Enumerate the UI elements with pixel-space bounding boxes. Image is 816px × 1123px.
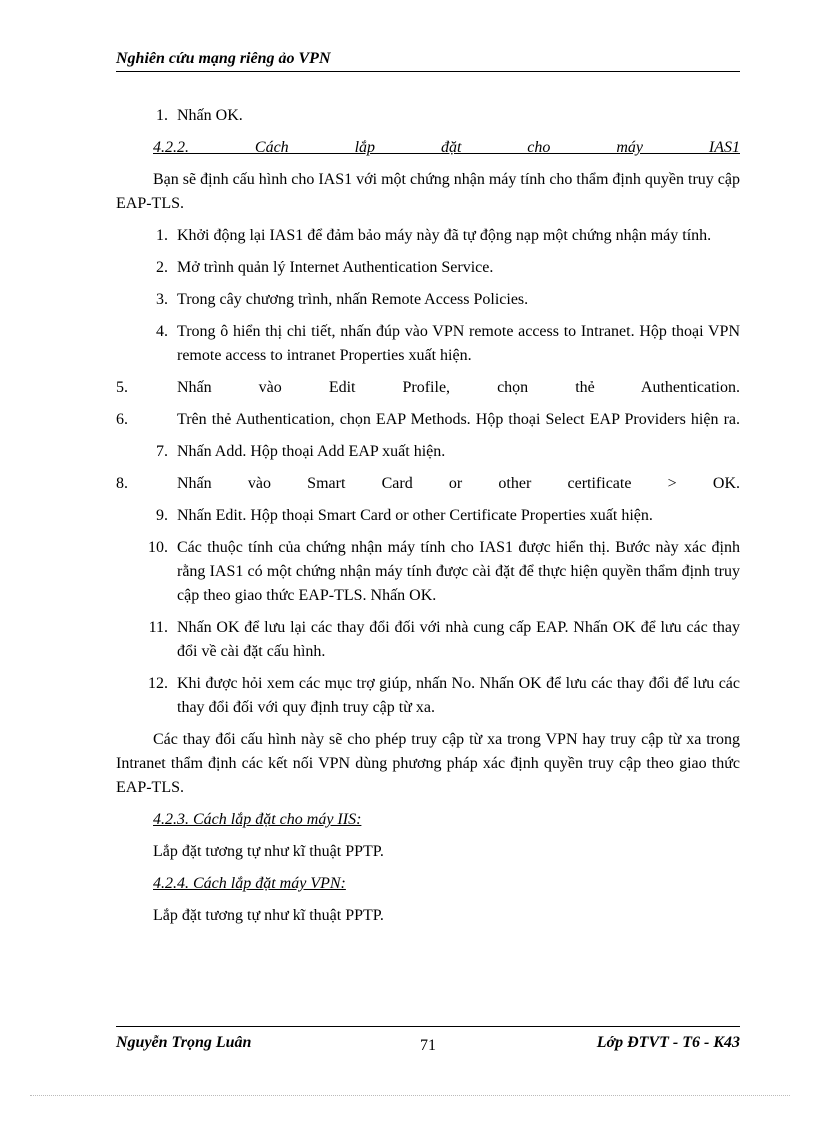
step-text: Nhấn OK. — [177, 107, 243, 124]
step-text: Nhấn vào Edit Profile, chọn thẻ Authentication. — [177, 379, 740, 396]
step-number: 5. — [116, 379, 128, 396]
section-heading-4-2-3: 4.2.3. Cách lắp đặt cho máy IIS: — [153, 811, 362, 828]
step-number: 10. — [148, 539, 168, 556]
configuration-steps — [116, 224, 740, 720]
list-item — [116, 504, 740, 528]
step-number: 1. — [156, 227, 168, 244]
list-item — [116, 224, 740, 248]
step-text: Nhấn Add. Hộp thoại Add EAP xuất hiện. — [177, 443, 446, 460]
intro-paragraph: Bạn sẽ định cấu hình cho IAS1 với một chứng nhận máy tính cho thẩm định quyền truy cập EAP-TLS. — [116, 171, 740, 212]
summary-paragraph: Các thay đổi cấu hình này sẽ cho phép truy cập từ xa trong VPN hay truy cập từ xa trong Intranet thẩm định các kết nối VPN dùng phương pháp xác định quyền truy cập theo giao thức EAP-TLS. — [116, 731, 740, 796]
footer-class: Lớp ĐTVT - T6 - K43 — [596, 1034, 740, 1051]
list-item — [116, 256, 740, 280]
header-rule — [116, 71, 740, 72]
step-number: 7. — [156, 443, 168, 460]
step-text: Khi được hỏi xem các mục trợ giúp, nhấn No. Nhấn OK để lưu các thay đổi để lưu các thay đổi đối với quy định truy cập từ xa. — [177, 675, 740, 716]
step-number: 11. — [148, 619, 168, 636]
step-text: Nhấn vào Smart Card or other certificate > OK. — [177, 475, 740, 492]
step-number: 6. — [116, 411, 128, 428]
list-item — [116, 616, 740, 664]
list-item — [116, 288, 740, 312]
step-text: Trên thẻ Authentication, chọn EAP Methods. Hộp thoại Select EAP Providers hiện ra. — [177, 411, 740, 428]
step-number: 2. — [156, 259, 168, 276]
step-text: Trong ô hiển thị chi tiết, nhấn đúp vào VPN remote access to Intranet. Hộp thoại VPN remote access to intranet Properties xuất hiện. — [177, 323, 740, 364]
step-number: 9. — [156, 507, 168, 524]
list-item — [116, 440, 740, 464]
step-text: Các thuộc tính của chứng nhận máy tính cho IAS1 được hiển thị. Bước này xác định rằng IAS1 có một chứng nhận máy tính được cài đặt để thực hiện quyền thẩm định truy cập theo giao thức EAP-TLS. Nhấn OK. — [177, 539, 740, 604]
page-edge-dots — [30, 1095, 790, 1096]
section-text-4-2-3: Lắp đặt tương tự như kĩ thuật PPTP. — [153, 843, 384, 860]
page-body — [116, 104, 740, 936]
step-text: Trong cây chương trình, nhấn Remote Access Policies. — [177, 291, 529, 308]
list-item — [116, 472, 740, 496]
section-text-4-2-4: Lắp đặt tương tự như kĩ thuật PPTP. — [153, 907, 384, 924]
list-item — [116, 408, 740, 432]
section-heading-4-2-2: 4.2.2. Cách lắp đặt cho máy IAS1 — [153, 139, 740, 156]
list-item — [116, 104, 740, 128]
footer-rule — [116, 1026, 740, 1027]
list-item — [116, 672, 740, 720]
section-heading-4-2-4: 4.2.4. Cách lắp đặt máy VPN: — [153, 875, 346, 892]
list-item — [116, 536, 740, 608]
step-text: Nhấn OK để lưu lại các thay đổi đối với nhà cung cấp EAP. Nhấn OK để lưu các thay đổi về cài đặt cấu hình. — [177, 619, 740, 660]
step-number: 12. — [148, 675, 168, 692]
step-text: Nhấn Edit. Hộp thoại Smart Card or other Certificate Properties xuất hiện. — [177, 507, 653, 524]
running-header-title: Nghiên cứu mạng riêng ảo VPN — [116, 50, 331, 67]
step-text: Mở trình quản lý Internet Authentication Service. — [177, 259, 494, 276]
step-number: 8. — [116, 475, 128, 492]
step-number: 3. — [156, 291, 168, 308]
page-number: 71 — [420, 1037, 436, 1054]
lead-step-list — [116, 104, 740, 128]
step-number: 1. — [156, 107, 168, 124]
list-item — [116, 320, 740, 368]
step-number: 4. — [156, 323, 168, 340]
list-item — [116, 376, 740, 400]
footer-author: Nguyễn Trọng Luân — [116, 1034, 252, 1051]
step-text: Khởi động lại IAS1 để đảm bảo máy này đã tự động nạp một chứng nhận máy tính. — [177, 227, 712, 244]
